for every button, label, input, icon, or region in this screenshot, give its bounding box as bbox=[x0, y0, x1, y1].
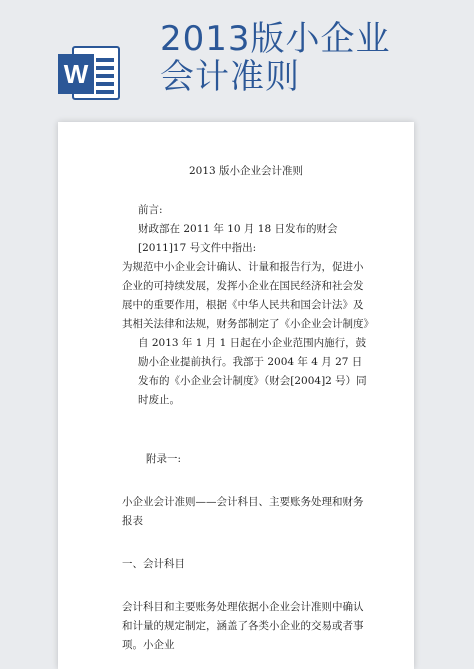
word-w-badge: W bbox=[58, 54, 94, 94]
preface-heading: 前言: bbox=[138, 204, 163, 216]
document-title: 2013 版小企业会计准则 bbox=[188, 165, 304, 177]
banner bbox=[0, 0, 474, 112]
paragraph: 自 2013 年 1 月 1 日起在小企业范围内施行，鼓励小企业提前执行。我部于 2004 年 4 月 27 日发布的《小企业会计制度》（财会[2004]2 号）同时废止。 bbox=[138, 337, 367, 406]
banner-title-line1: 2013版小企业 bbox=[160, 19, 391, 59]
banner-title bbox=[160, 20, 391, 96]
appendix-label: 附录一: bbox=[146, 453, 182, 465]
document-page bbox=[58, 122, 414, 669]
section-body: 会计科目和主要账务处理依据小企业会计准则中确认和计量的规定制定，涵盖了各类小企业的交易或者事项。小企业 bbox=[122, 601, 364, 651]
banner-title-line2: 会计准则 bbox=[160, 57, 300, 97]
paragraph: 财政部在 2011 年 10 月 18 日发布的财会[2011]17 号文件中指出: bbox=[138, 223, 338, 254]
paragraph: 为规范中小企业会计确认、计量和报告行为，促进小企业的可持续发展，发挥小企业在国民经济和社会发展中的重要作用，根据《中华人民共和国会计法》及其相关法律和法规，财务部制定了《小企业会计制度》 bbox=[122, 261, 374, 330]
word-icon bbox=[58, 40, 126, 100]
appendix-title: 小企业会计准则——会计科目、主要账务处理和财务报表 bbox=[122, 496, 364, 527]
section-heading: 一、会计科目 bbox=[122, 558, 185, 570]
document-content bbox=[122, 162, 374, 655]
